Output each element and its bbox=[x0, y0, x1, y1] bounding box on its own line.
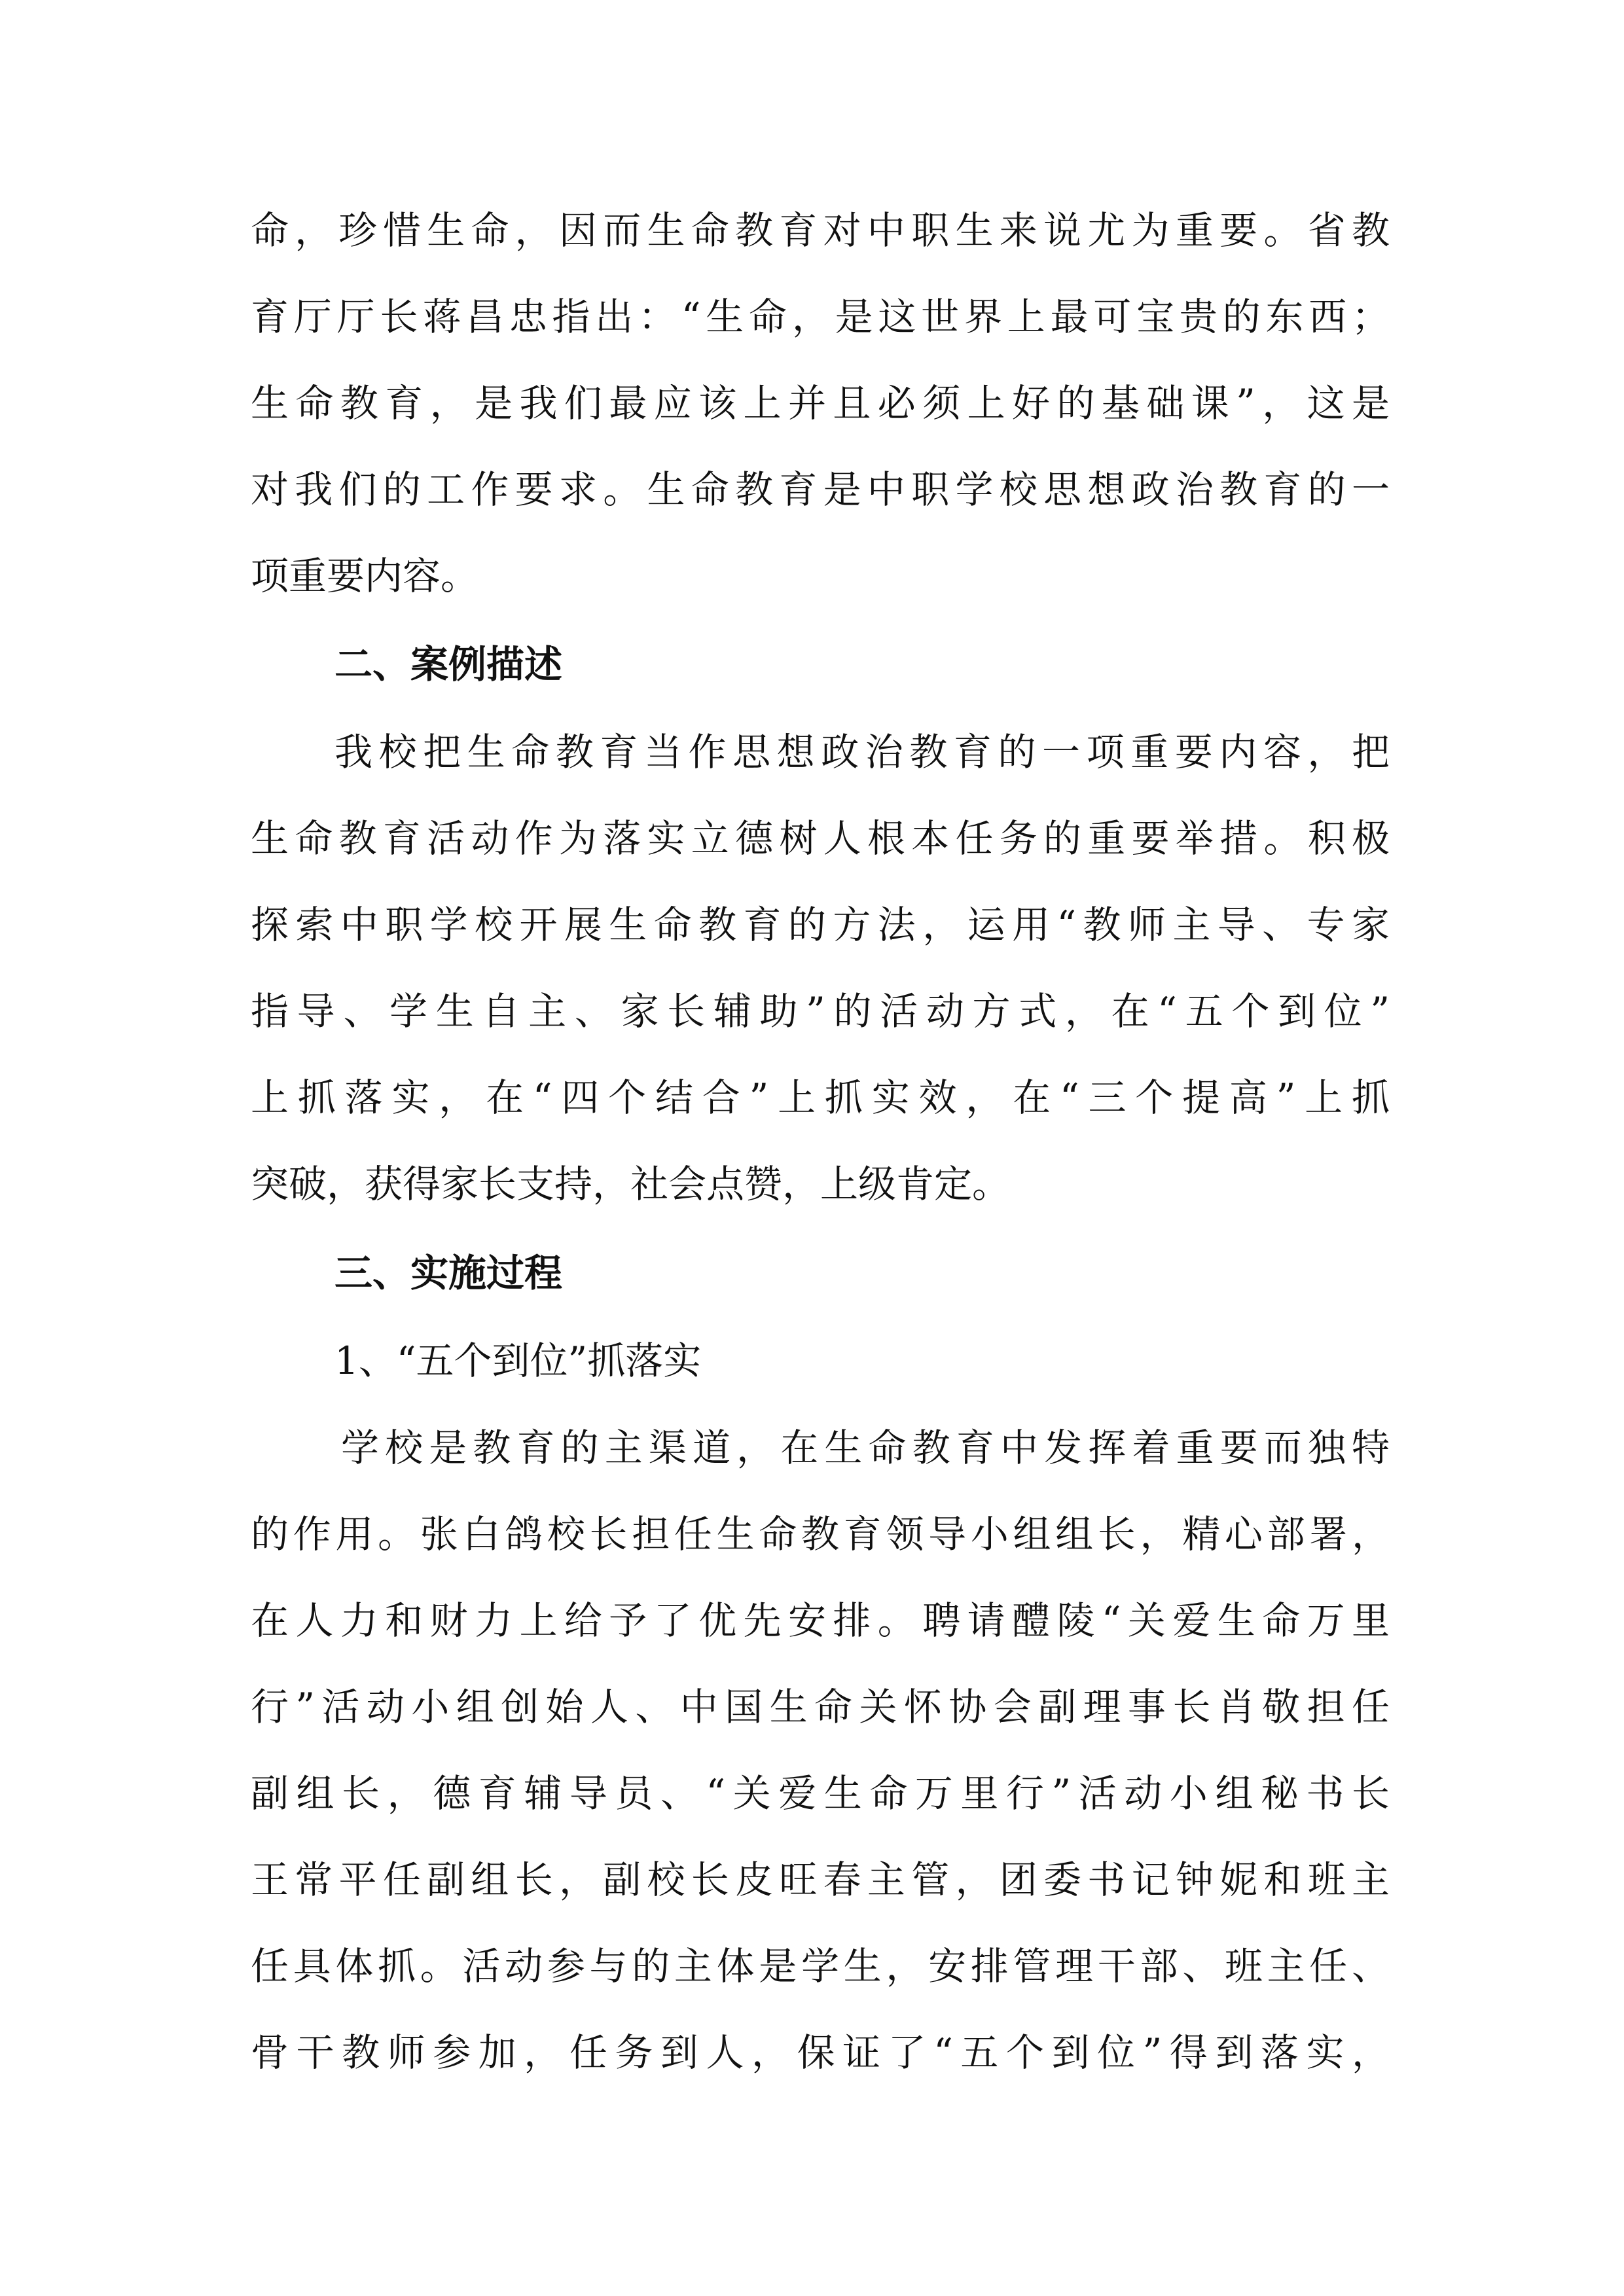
text-line: 副组长，德育辅导员、“关爱生命万里行”活动小组秘书长 bbox=[251, 1771, 1390, 1816]
text-line: 的作用。张白鸽校长担任生命教育领导小组组长，精心部署， bbox=[251, 1512, 1390, 1556]
subsection-heading: 1、“五个到位”抓落实 bbox=[334, 1338, 702, 1383]
text-line: 育厅厅长蒋昌忠指出：“生命，是这世界上最可宝贵的东西； bbox=[251, 295, 1390, 339]
text-line: 突破，获得家长支持，社会点赞，上级肯定。 bbox=[251, 1162, 1011, 1206]
text-line: 生命教育活动作为落实立德树人根本任务的重要举措。积极 bbox=[251, 816, 1390, 861]
text-line: 我校把生命教育当作思想政治教育的一项重要内容，把 bbox=[334, 730, 1390, 774]
text-line: 在人力和财力上给予了优先安排。聘请醴陵“关爱生命万里 bbox=[251, 1598, 1390, 1643]
text-line: 项重要内容。 bbox=[251, 554, 479, 598]
text-line: 行”活动小组创始人、中国生命关怀协会副理事长肖敬担任 bbox=[251, 1685, 1390, 1729]
section-heading: 三、实施过程 bbox=[334, 1251, 563, 1295]
text-line: 骨干教师参加，任务到人，保证了“五个到位”得到落实， bbox=[251, 2030, 1390, 2075]
section-heading: 二、案例描述 bbox=[334, 642, 563, 687]
text-line: 学校是教育的主渠道，在生命教育中发挥着重要而独特 bbox=[341, 1426, 1390, 1470]
text-line: 上抓落实，在“四个结合”上抓实效，在“三个提高”上抓 bbox=[251, 1075, 1390, 1120]
text-line: 任具体抓。活动参与的主体是学生，安排管理干部、班主任、 bbox=[251, 1944, 1390, 1988]
text-line: 探索中职学校开展生命教育的方法，运用“教师主导、专家 bbox=[251, 903, 1390, 947]
text-line: 对我们的工作要求。生命教育是中职学校思想政治教育的一 bbox=[251, 467, 1390, 512]
text-line: 指导、学生自主、家长辅助”的活动方式，在“五个到位” bbox=[251, 989, 1390, 1033]
text-line: 王常平任副组长，副校长皮旺春主管，团委书记钟妮和班主 bbox=[251, 1857, 1390, 1902]
text-line: 命，珍惜生命，因而生命教育对中职生来说尤为重要。省教 bbox=[251, 208, 1390, 253]
text-line: 生命教育，是我们最应该上并且必须上好的基础课”，这是 bbox=[251, 381, 1390, 425]
